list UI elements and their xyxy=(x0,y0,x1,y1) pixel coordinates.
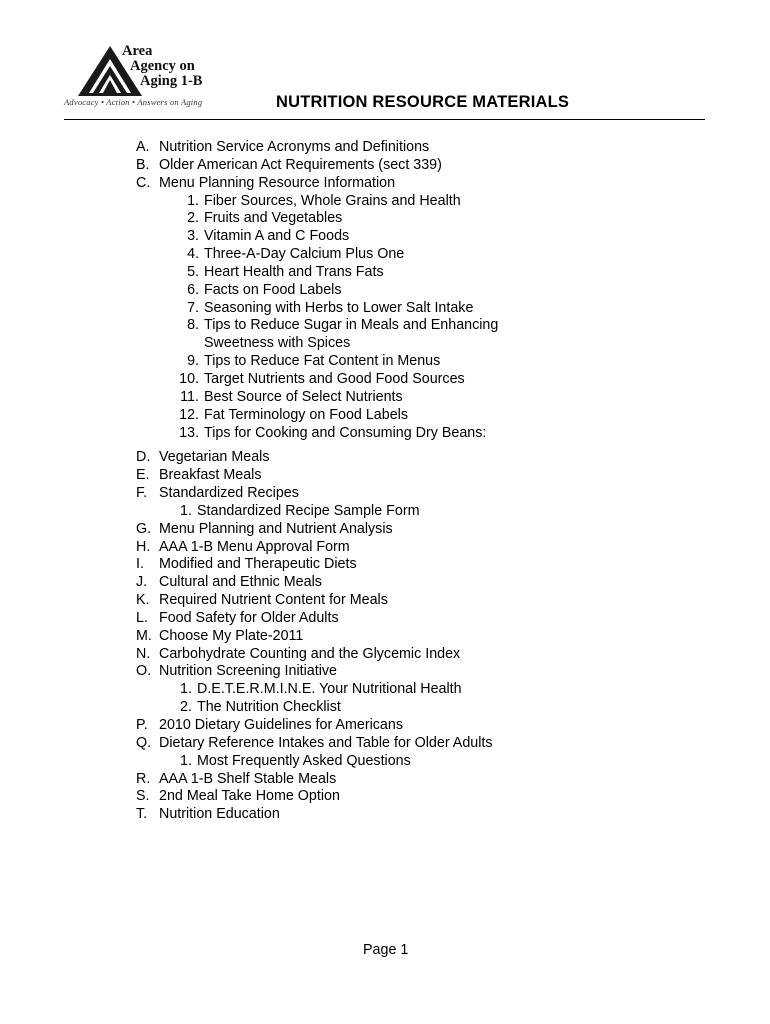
agency-logo xyxy=(64,44,244,114)
item-text: Fiber Sources, Whole Grains and Health xyxy=(204,192,461,209)
document-title: NUTRITION RESOURCE MATERIALS xyxy=(276,93,570,111)
logo-tagline: Advocacy • Action • Answers on Aging xyxy=(64,97,203,107)
item-marker: E. xyxy=(136,467,150,484)
item-marker: 12. xyxy=(179,406,199,423)
item-text: Vegetarian Meals xyxy=(159,449,270,466)
item-text: Choose My Plate-2011 xyxy=(159,627,304,644)
item-marker: I. xyxy=(136,556,144,573)
item-marker: Q. xyxy=(136,734,152,751)
item-marker: 5. xyxy=(187,263,199,280)
item-marker: 2. xyxy=(180,699,192,716)
toc-subitem xyxy=(0,193,770,211)
item-marker: N. xyxy=(136,645,151,662)
item-marker: P. xyxy=(136,717,148,733)
toc-subitem xyxy=(0,210,770,228)
item-text: Heart Health and Trans Fats xyxy=(204,263,384,280)
item-marker: 1. xyxy=(180,681,192,698)
toc-item xyxy=(0,610,770,628)
toc-item xyxy=(0,467,770,485)
toc-subitem xyxy=(0,753,770,771)
toc-item xyxy=(0,628,770,646)
item-marker: 1. xyxy=(187,192,199,209)
item-text: Target Nutrients and Good Food Sources xyxy=(204,370,465,387)
item-text: Dietary Reference Intakes and Table for Older Adults xyxy=(159,734,493,751)
toc-item xyxy=(0,485,770,503)
item-marker: O. xyxy=(136,663,152,680)
item-text: The Nutrition Checklist xyxy=(197,699,341,716)
toc-subitem xyxy=(0,681,770,699)
item-marker: H. xyxy=(136,538,151,555)
toc-item xyxy=(0,646,770,664)
toc-subitem xyxy=(0,389,770,407)
item-text: Fruits and Vegetables xyxy=(204,210,343,227)
item-text: Modified and Therapeutic Diets xyxy=(159,556,357,573)
item-text: Nutrition Service Acronyms and Definitions xyxy=(159,139,430,155)
item-text: Tips to Reduce Sugar in Meals and Enhancing xyxy=(204,317,499,334)
item-text: Seasoning with Herbs to Lower Salt Intake xyxy=(204,299,474,316)
toc-item xyxy=(0,806,770,824)
item-text: Required Nutrient Content for Meals xyxy=(159,592,388,609)
item-text: 2nd Meal Take Home Option xyxy=(159,788,340,805)
toc-item xyxy=(0,449,770,467)
item-marker: 11. xyxy=(180,388,199,405)
item-marker: K. xyxy=(136,592,150,609)
item-text: Food Safety for Older Adults xyxy=(159,609,339,626)
item-marker: 8. xyxy=(187,317,199,334)
toc-subitem xyxy=(0,353,770,371)
toc-item xyxy=(0,574,770,592)
item-marker: S. xyxy=(136,788,150,805)
toc-item xyxy=(0,521,770,539)
toc-subitem xyxy=(0,317,770,335)
item-marker: 3. xyxy=(187,228,199,245)
toc-item xyxy=(0,556,770,574)
item-text: Standardized Recipe Sample Form xyxy=(197,502,420,519)
item-text: Fat Terminology on Food Labels xyxy=(204,406,408,423)
toc-item xyxy=(0,157,770,175)
item-text: Standardized Recipes xyxy=(159,485,299,502)
toc-subitem xyxy=(0,503,770,521)
item-marker: 7. xyxy=(187,299,199,316)
item-marker: R. xyxy=(136,770,151,787)
item-text: Carbohydrate Counting and the Glycemic Index xyxy=(159,645,461,662)
logo-text-line-3: Aging 1-B xyxy=(140,73,203,89)
item-text: Most Frequently Asked Questions xyxy=(197,752,411,769)
toc-item xyxy=(0,717,770,735)
item-text: AAA 1-B Menu Approval Form xyxy=(159,538,350,555)
item-text: Menu Planning and Nutrient Analysis xyxy=(159,520,393,537)
item-marker: T. xyxy=(136,806,148,823)
toc-item xyxy=(0,592,770,610)
item-text: Nutrition Education xyxy=(159,806,280,823)
toc-subitem xyxy=(0,264,770,282)
item-text: D.E.T.E.R.M.I.N.E. Your Nutritional Health xyxy=(197,681,462,698)
item-text: Nutrition Screening Initiative xyxy=(159,663,338,680)
toc-subitem xyxy=(0,246,770,264)
item-text: Breakfast Meals xyxy=(159,467,262,484)
toc-subitem xyxy=(0,228,770,246)
table-of-contents xyxy=(0,139,770,824)
toc-subitem xyxy=(0,699,770,717)
item-marker: 1. xyxy=(180,752,192,769)
item-text: Menu Planning Resource Information xyxy=(159,174,396,191)
logo-text-line-1: Area xyxy=(122,43,153,59)
item-marker: F. xyxy=(136,485,148,502)
item-marker: 4. xyxy=(187,246,199,263)
page-number: Page 1 xyxy=(363,942,409,958)
item-marker: 13. xyxy=(179,424,199,441)
title-divider xyxy=(64,119,705,120)
item-text: Best Source of Select Nutrients xyxy=(204,388,403,405)
toc-item xyxy=(0,139,770,157)
item-marker: 6. xyxy=(187,281,199,298)
toc-subitem-continuation xyxy=(0,335,770,353)
toc-item xyxy=(0,175,770,193)
toc-subitem xyxy=(0,425,770,443)
item-text: Cultural and Ethnic Meals xyxy=(159,574,322,591)
item-marker: A. xyxy=(136,139,150,155)
item-text: Tips to Reduce Fat Content in Menus xyxy=(204,353,441,370)
item-marker: D. xyxy=(136,449,151,466)
toc-subitem xyxy=(0,407,770,425)
item-marker: 1. xyxy=(180,502,192,519)
item-marker: 9. xyxy=(187,353,199,370)
item-marker: J. xyxy=(136,574,148,591)
item-text: 2010 Dietary Guidelines for Americans xyxy=(159,717,403,733)
item-marker: 10. xyxy=(179,370,199,387)
item-marker: C. xyxy=(136,174,151,191)
toc-item xyxy=(0,735,770,753)
toc-item xyxy=(0,771,770,789)
toc-subitem xyxy=(0,300,770,318)
item-text: AAA 1-B Shelf Stable Meals xyxy=(159,770,337,787)
item-marker: M. xyxy=(136,627,152,644)
item-marker: G. xyxy=(136,520,152,537)
item-marker: B. xyxy=(136,156,150,173)
item-text: Vitamin A and C Foods xyxy=(204,228,350,245)
item-marker: 2. xyxy=(187,210,199,227)
logo-text-line-2: Agency on xyxy=(130,58,195,74)
item-text: Facts on Food Labels xyxy=(204,281,342,298)
toc-item xyxy=(0,788,770,806)
toc-item xyxy=(0,539,770,557)
toc-item xyxy=(0,663,770,681)
item-text: Tips for Cooking and Consuming Dry Beans: xyxy=(204,424,487,441)
item-text: Older American Act Requirements (sect 339) xyxy=(159,156,442,173)
item-text: Three-A-Day Calcium Plus One xyxy=(204,246,405,263)
item-text: Sweetness with Spices xyxy=(204,335,351,352)
toc-subitem xyxy=(0,282,770,300)
toc-subitem xyxy=(0,371,770,389)
item-marker: L. xyxy=(136,609,148,626)
